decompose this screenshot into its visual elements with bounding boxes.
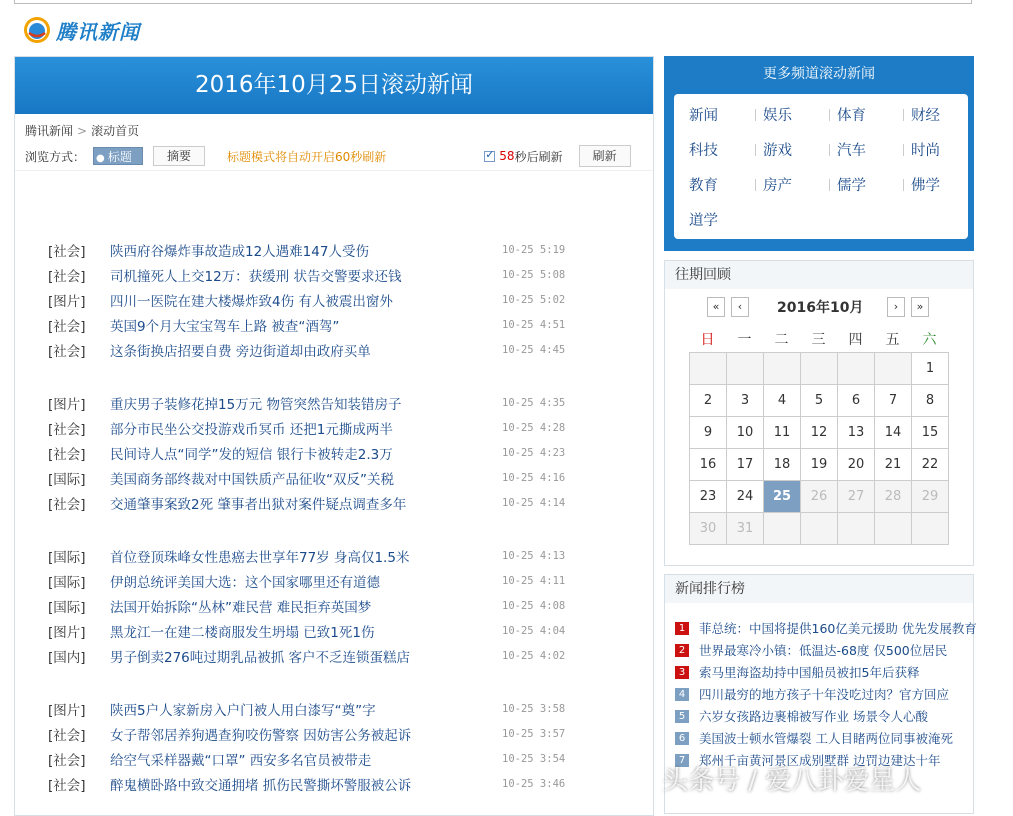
calendar-week-row [690,417,949,449]
calendar-week-row [690,513,949,545]
last-month-button[interactable]: » [911,297,929,317]
refresh-countdown-suffix: 秒后刷新 [514,149,563,164]
ranking-title: 新闻排行榜 [665,575,973,603]
calendar-day[interactable]: 6 [838,385,875,417]
channel-divider [755,144,756,156]
ranking-row [675,727,977,749]
calendar-day[interactable]: 4 [764,385,801,417]
channel-link[interactable]: 财经 [911,108,940,124]
news-title-link[interactable]: 司机撞死人上交12万：获缓刑 状告交警要求还钱 [110,268,402,285]
news-title-link[interactable]: 交通肇事案致2死 肇事者出狱对案件疑点调查多年 [110,496,407,513]
news-row [48,287,588,312]
rank-number-badge: 7 [675,754,689,767]
calendar-week-row [690,353,949,385]
calendar-day[interactable]: 17 [727,449,764,481]
calendar-day: 26 [801,481,838,513]
calendar-day[interactable]: 1 [912,353,949,385]
news-row [48,593,588,618]
channel-link[interactable]: 教育 [689,178,718,194]
refresh-button[interactable]: 刷新 [579,145,631,167]
channel-link[interactable]: 道学 [689,213,718,229]
rank-number-badge: 2 [675,644,689,657]
news-time: 10-25 3:54 [502,752,566,765]
news-title-link[interactable]: 陕西府谷爆炸事故造成12人遇难147人受伤 [110,243,369,260]
weekday-label: 三 [811,332,826,348]
breadcrumb [15,114,653,142]
news-time: 10-25 4:23 [502,446,566,459]
prev-month-button[interactable]: ‹ [731,297,749,317]
news-category[interactable]: [国际] [48,599,86,616]
news-category[interactable]: [社会] [48,777,86,794]
news-row [48,771,588,796]
news-category[interactable]: [图片] [48,702,86,719]
channel-link[interactable]: 汽车 [837,143,866,159]
news-category[interactable]: [国内] [48,649,86,666]
news-row [48,618,588,643]
channel-link[interactable]: 体育 [837,108,866,124]
calendar-empty-cell [690,353,727,385]
news-title-link[interactable]: 女子帮邻居养狗遇查狗咬伤警察 因妨害公务被起诉 [110,727,412,744]
news-title-link[interactable]: 陕西5户人家新房入户门被人用白漆写“奠”字 [110,702,376,719]
news-row [48,543,588,568]
news-title-link[interactable]: 这条街换店招要自费 旁边街道却由政府买单 [110,343,371,360]
news-time: 10-25 4:45 [502,343,566,356]
rank-number-badge: 1 [675,622,689,635]
calendar-empty-cell [875,513,912,545]
calendar-day[interactable]: 3 [727,385,764,417]
calendar-day[interactable]: 20 [838,449,875,481]
news-row [48,390,588,415]
news-category[interactable]: [社会] [48,268,86,285]
calendar-week-row [690,449,949,481]
ranking-row [675,705,977,727]
news-time: 10-25 4:08 [502,599,566,612]
calendar-day[interactable]: 19 [801,449,838,481]
selected-dot-icon: ● [96,153,108,164]
calendar-weekdays [689,329,949,349]
calendar-day: 30 [690,513,727,545]
news-time: 10-25 5:19 [502,243,566,256]
calendar-day[interactable]: 11 [764,417,801,449]
weekday-label: 四 [848,332,863,348]
news-row [48,568,588,593]
archive-title: 往期回顾 [665,261,973,289]
ranking-title-link[interactable]: 四川最穷的地方孩子十年没吃过肉？官方回应 [699,687,950,702]
channel-link[interactable]: 房产 [763,178,792,194]
rank-number-badge: 6 [675,732,689,745]
news-row [48,643,588,668]
news-group [48,543,588,668]
news-time: 10-25 4:14 [502,496,566,509]
calendar-empty-cell [801,513,838,545]
news-title-link[interactable]: 黑龙江一在建二楼商服发生坍塌 已致1死1伤 [110,624,375,641]
calendar-empty-cell [764,353,801,385]
news-group [48,390,588,515]
news-category[interactable]: [图片] [48,396,86,413]
breadcrumb-current: 滚动首页 [91,124,140,138]
news-row [48,696,588,721]
calendar-day[interactable]: 12 [801,417,838,449]
breadcrumb-separator: > [77,124,88,138]
title-mode-label: 标题 [107,150,132,164]
news-time: 10-25 4:04 [502,624,566,637]
news-time: 10-25 4:28 [502,421,566,434]
news-time: 10-25 4:35 [502,396,566,409]
news-time: 10-25 4:13 [502,549,566,562]
rank-number-badge: 5 [675,710,689,723]
news-time: 10-25 3:58 [502,702,566,715]
calendar-day[interactable]: 13 [838,417,875,449]
ranking-title-link[interactable]: 菲总统：中国将提供160亿美元援助 优先发展教育 [699,621,977,636]
channel-divider [903,109,904,121]
news-time: 10-25 3:57 [502,727,566,740]
channel-divider [903,179,904,191]
news-time: 10-25 5:02 [502,293,566,306]
first-month-button[interactable]: « [707,297,725,317]
calendar-empty-cell [838,513,875,545]
channel-divider [755,109,756,121]
news-row [48,440,588,465]
channel-link[interactable]: 时尚 [911,143,940,159]
more-channels-title: 更多频道滚动新闻 [763,66,875,82]
news-title-link[interactable]: 美国商务部终裁对中国铁质产品征收“双反”关税 [110,471,394,488]
title-mode-button[interactable] [93,147,143,165]
channel-link[interactable]: 科技 [689,143,718,159]
news-category[interactable]: [社会] [48,318,86,335]
news-category[interactable]: [社会] [48,421,86,438]
news-row [48,312,588,337]
news-category[interactable]: [国际] [48,574,86,591]
calendar-day[interactable]: 24 [727,481,764,513]
news-row [48,465,588,490]
auto-refresh-checkbox[interactable] [484,151,495,162]
calendar-day[interactable]: 7 [875,385,912,417]
ranking-title-link[interactable]: 索马里海盗劫持中国船员被扣5年后获释 [699,665,920,680]
browse-mode-label: 浏览方式： [25,149,86,164]
calendar-empty-cell [838,353,875,385]
news-category[interactable]: [图片] [48,293,86,310]
news-time: 10-25 4:16 [502,471,566,484]
ranking-list [675,617,977,771]
auto-refresh-hint: 标题模式将自动开启60秒刷新 [227,149,387,164]
breadcrumb-home[interactable]: 腾讯新闻 [25,124,74,138]
next-month-button[interactable]: › [887,297,905,317]
summary-mode-button[interactable]: 摘要 [153,146,205,166]
calendar-day: 31 [727,513,764,545]
calendar-day[interactable]: 10 [727,417,764,449]
calendar-day[interactable]: 8 [912,385,949,417]
news-category[interactable]: [社会] [48,446,86,463]
watermark: 头条号 / 爱八卦爱星人 [662,766,922,796]
calendar-day[interactable]: 15 [912,417,949,449]
news-title-link[interactable]: 英国9个月大宝宝驾车上路 被查“酒驾” [110,318,340,335]
news-time: 10-25 3:46 [502,777,566,790]
page-title: 2016年10月25日滚动新闻 [15,57,653,114]
news-time: 10-25 4:51 [502,318,566,331]
more-channels-panel [664,56,974,251]
calendar-day[interactable]: 14 [875,417,912,449]
news-title-link[interactable]: 给空气采样器戴“口罩” 西安多名官员被带走 [110,752,372,769]
ranking-row [675,661,977,683]
news-row [48,746,588,771]
calendar-day[interactable]: 22 [912,449,949,481]
channel-link[interactable]: 新闻 [689,108,718,124]
channel-divider [829,144,830,156]
calendar-week-row [690,385,949,417]
news-title-link[interactable]: 部分市民坐公交投游戏币冥币 还把1元撕成两半 [110,421,393,438]
calendar-day[interactable]: 21 [875,449,912,481]
news-title-link[interactable]: 伊朗总统评美国大选：这个国家哪里还有道德 [110,574,380,591]
news-time: 10-25 4:11 [502,574,566,587]
site-logo[interactable] [22,14,140,46]
news-time: 10-25 5:08 [502,268,566,281]
news-time: 10-25 4:02 [502,649,566,662]
news-category[interactable]: [社会] [48,752,86,769]
refresh-countdown: 58 [499,149,515,163]
calendar-day: 28 [875,481,912,513]
weekday-label: 日 [700,332,715,348]
calendar-day[interactable]: 23 [690,481,727,513]
calendar-empty-cell [801,353,838,385]
weekday-label: 五 [885,332,900,348]
calendar-month: 2016年10月 [777,300,864,316]
calendar-empty-cell [912,513,949,545]
archive-panel [664,260,974,566]
channel-divider [829,109,830,121]
ranking-row [675,617,977,639]
calendar-day: 29 [912,481,949,513]
news-group [48,237,588,362]
news-title-link[interactable]: 四川一医院在建大楼爆炸致4伤 有人被震出窗外 [110,293,393,310]
news-title-link[interactable]: 男子倒卖276吨过期乳品被抓 客户不乏连锁蛋糕店 [110,649,411,666]
channel-links [674,94,968,239]
news-category[interactable]: [图片] [48,624,86,641]
calendar-empty-cell [764,513,801,545]
channel-divider [829,179,830,191]
calendar-grid [689,352,949,545]
top-frame-line [14,0,972,4]
ranking-title-link[interactable]: 六岁女孩路边裹棉被写作业 场景令人心酸 [699,709,928,724]
news-title-link[interactable]: 法国开始拆除“丛林”难民营 难民拒弃英国梦 [110,599,372,616]
calendar-day-today[interactable]: 25 [764,481,801,513]
news-title-link[interactable]: 醉鬼横卧路中致交通拥堵 抓伤民警撕坏警服被公诉 [110,777,412,794]
news-category[interactable]: [社会] [48,727,86,744]
news-title-link[interactable]: 首位登顶珠峰女性患癌去世享年77岁 身高仅1.5米 [110,549,410,566]
ranking-title-link[interactable]: 郑州千亩黄河景区成别墅群 边罚边建达十年 [699,753,941,768]
calendar-day[interactable]: 2 [690,385,727,417]
calendar-day[interactable]: 16 [690,449,727,481]
ranking-row [675,683,977,705]
calendar-empty-cell [727,353,764,385]
news-row [48,237,588,262]
news-row [48,337,588,362]
ranking-title-link[interactable]: 世界最寒冷小镇：低温达-68度 仅500位居民 [699,643,948,658]
news-category[interactable]: [社会] [48,243,86,260]
channel-link[interactable]: 娱乐 [763,108,792,124]
calendar-day: 27 [838,481,875,513]
calendar-day[interactable]: 5 [801,385,838,417]
calendar-week-row [690,481,949,513]
browse-toolbar [15,142,653,171]
channel-link[interactable]: 儒学 [837,178,866,194]
calendar-empty-cell [875,353,912,385]
weekday-label: 一 [737,332,752,348]
tencent-news-logo-icon [22,15,52,45]
weekday-label: 六 [922,332,937,348]
ranking-row [675,639,977,661]
news-row [48,490,588,515]
ranking-title-link[interactable]: 美国波士顿水管爆裂 工人目睹两位同事被淹死 [699,731,953,746]
news-row [48,415,588,440]
weekday-label: 二 [774,332,789,348]
news-category[interactable]: [国际] [48,471,86,488]
news-category[interactable]: [社会] [48,496,86,513]
channel-link[interactable]: 游戏 [763,143,792,159]
logo-text: 腾讯新闻 [56,21,140,44]
calendar-day[interactable]: 18 [764,449,801,481]
rank-number-badge: 4 [675,688,689,701]
channel-divider [755,179,756,191]
news-title-link[interactable]: 重庆男子装修花掉15万元 物管突然告知装错房子 [110,396,402,413]
news-title-link[interactable]: 民间诗人点“同学”发的短信 银行卡被转走2.3万 [110,446,393,463]
news-category[interactable]: [国际] [48,549,86,566]
news-group [48,696,588,796]
news-row [48,262,588,287]
news-row [48,721,588,746]
news-category[interactable]: [社会] [48,343,86,360]
calendar-day[interactable]: 9 [690,417,727,449]
channel-link[interactable]: 佛学 [911,178,940,194]
rank-number-badge: 3 [675,666,689,679]
channel-divider [903,144,904,156]
